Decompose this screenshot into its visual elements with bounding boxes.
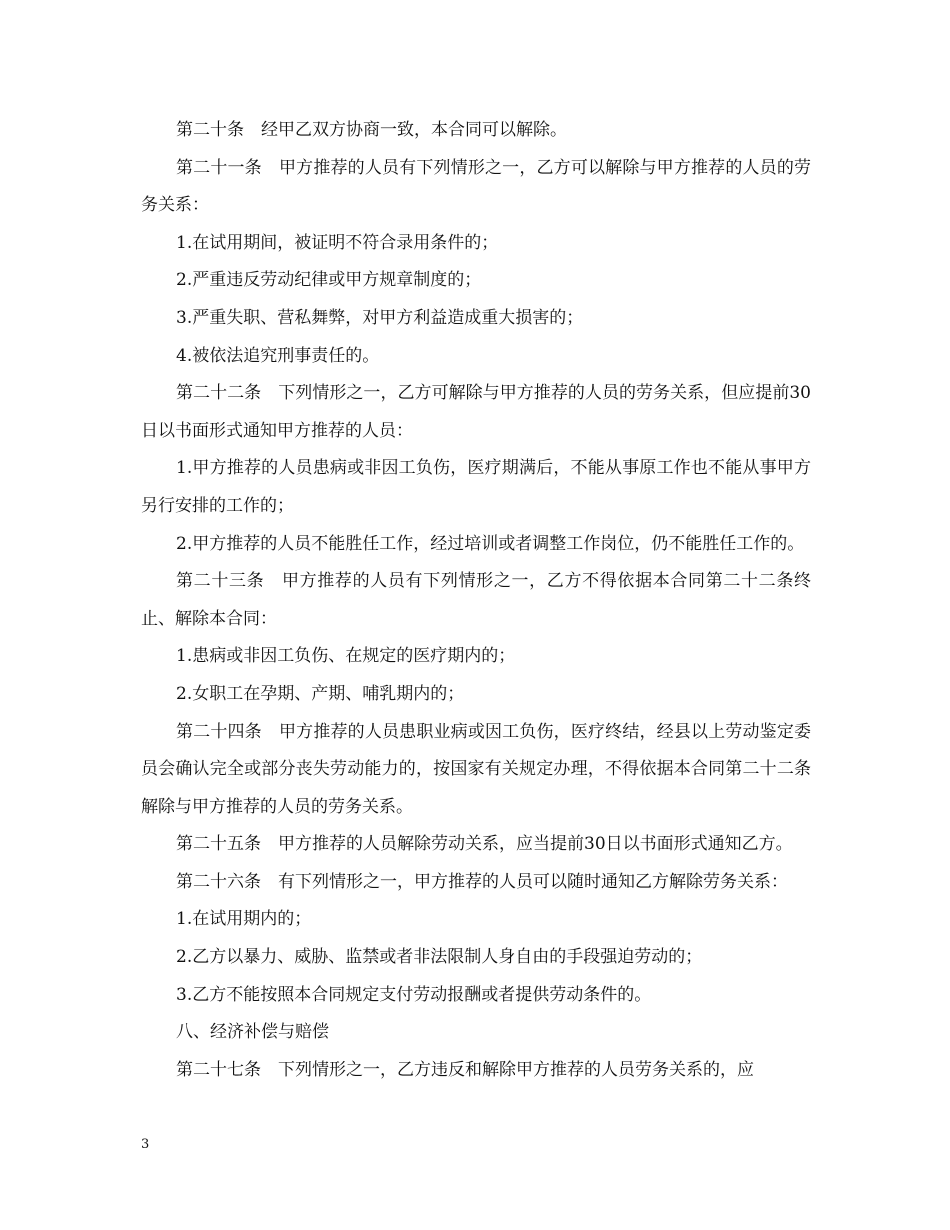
paragraph-article-25: 第二十五条 甲方推荐的人员解除劳动关系，应当提前30日以书面形式通知乙方。 [176, 834, 793, 855]
paragraph-article-20: 第二十条 经甲乙双方协商一致，本合同可以解除。 [176, 120, 567, 140]
paragraph-article-22: 第二十二条 下列情形之一，乙方可解除与甲方推荐的人员的劳务关系，但应提前30日以书面形式通知甲方推荐的人员： [141, 383, 811, 441]
paragraph-article-22-item-2: 2.甲方推荐的人员不能胜任工作，经过培训或者调整工作岗位，仍不能胜任工作的。 [176, 533, 805, 554]
paragraph-article-22-item-1: 1.甲方推荐的人员患病或非因工负伤，医疗期满后，不能从事原工作也不能从事甲方另行安排的工作的； [141, 458, 811, 516]
paragraph-article-26-item-3: 3.乙方不能按照本合同规定支付劳动报酬或者提供劳动条件的。 [176, 984, 652, 1005]
paragraph-article-21-item-4: 4.被依法追究刑事责任的。 [176, 345, 380, 366]
paragraph-article-24: 第二十四条 甲方推荐的人员患职业病或因工负伤，医疗终结，经县以上劳动鉴定委员会确认完全或部分丧失劳动能力的，按国家有关规定办理，不得依据本合同第二十二条解除与甲方推荐的人员的劳务关系。 [141, 721, 811, 817]
document-body [141, 112, 811, 1089]
paragraph-article-26: 第二十六条 有下列情形之一，甲方推荐的人员可以随时通知乙方解除劳务关系： [176, 871, 788, 892]
paragraph-article-21-item-3: 3.严重失职、营私舞弊，对甲方利益造成重大损害的； [176, 307, 584, 328]
page-number: 3 [141, 1137, 150, 1152]
paragraph-article-26-item-1: 1.在试用期内的； [176, 909, 312, 930]
paragraph-article-23: 第二十三条 甲方推荐的人员有下列情形之一，乙方不得依据本合同第二十二条终止、解除本合同： [141, 571, 811, 629]
section-heading-compensation: 八、经济补偿与赔偿 [176, 1022, 329, 1043]
paragraph-article-27: 第二十七条 下列情形之一，乙方违反和解除甲方推荐的人员劳务关系的，应 [176, 1059, 754, 1080]
paragraph-article-21-item-2: 2.严重违反劳动纪律或甲方规章制度的； [176, 270, 482, 291]
paragraph-article-23-item-1: 1.患病或非因工负伤、在规定的医疗期内的； [176, 646, 516, 667]
paragraph-article-21-item-1: 1.在试用期间，被证明不符合录用条件的； [176, 232, 499, 253]
paragraph-article-21: 第二十一条 甲方推荐的人员有下列情形之一，乙方可以解除与甲方推荐的人员的劳务关系： [141, 157, 811, 216]
paragraph-article-26-item-2: 2.乙方以暴力、威胁、监禁或者非法限制人身自由的手段强迫劳动的； [176, 947, 703, 968]
paragraph-article-23-item-2: 2.女职工在孕期、产期、哺乳期内的； [176, 683, 465, 704]
